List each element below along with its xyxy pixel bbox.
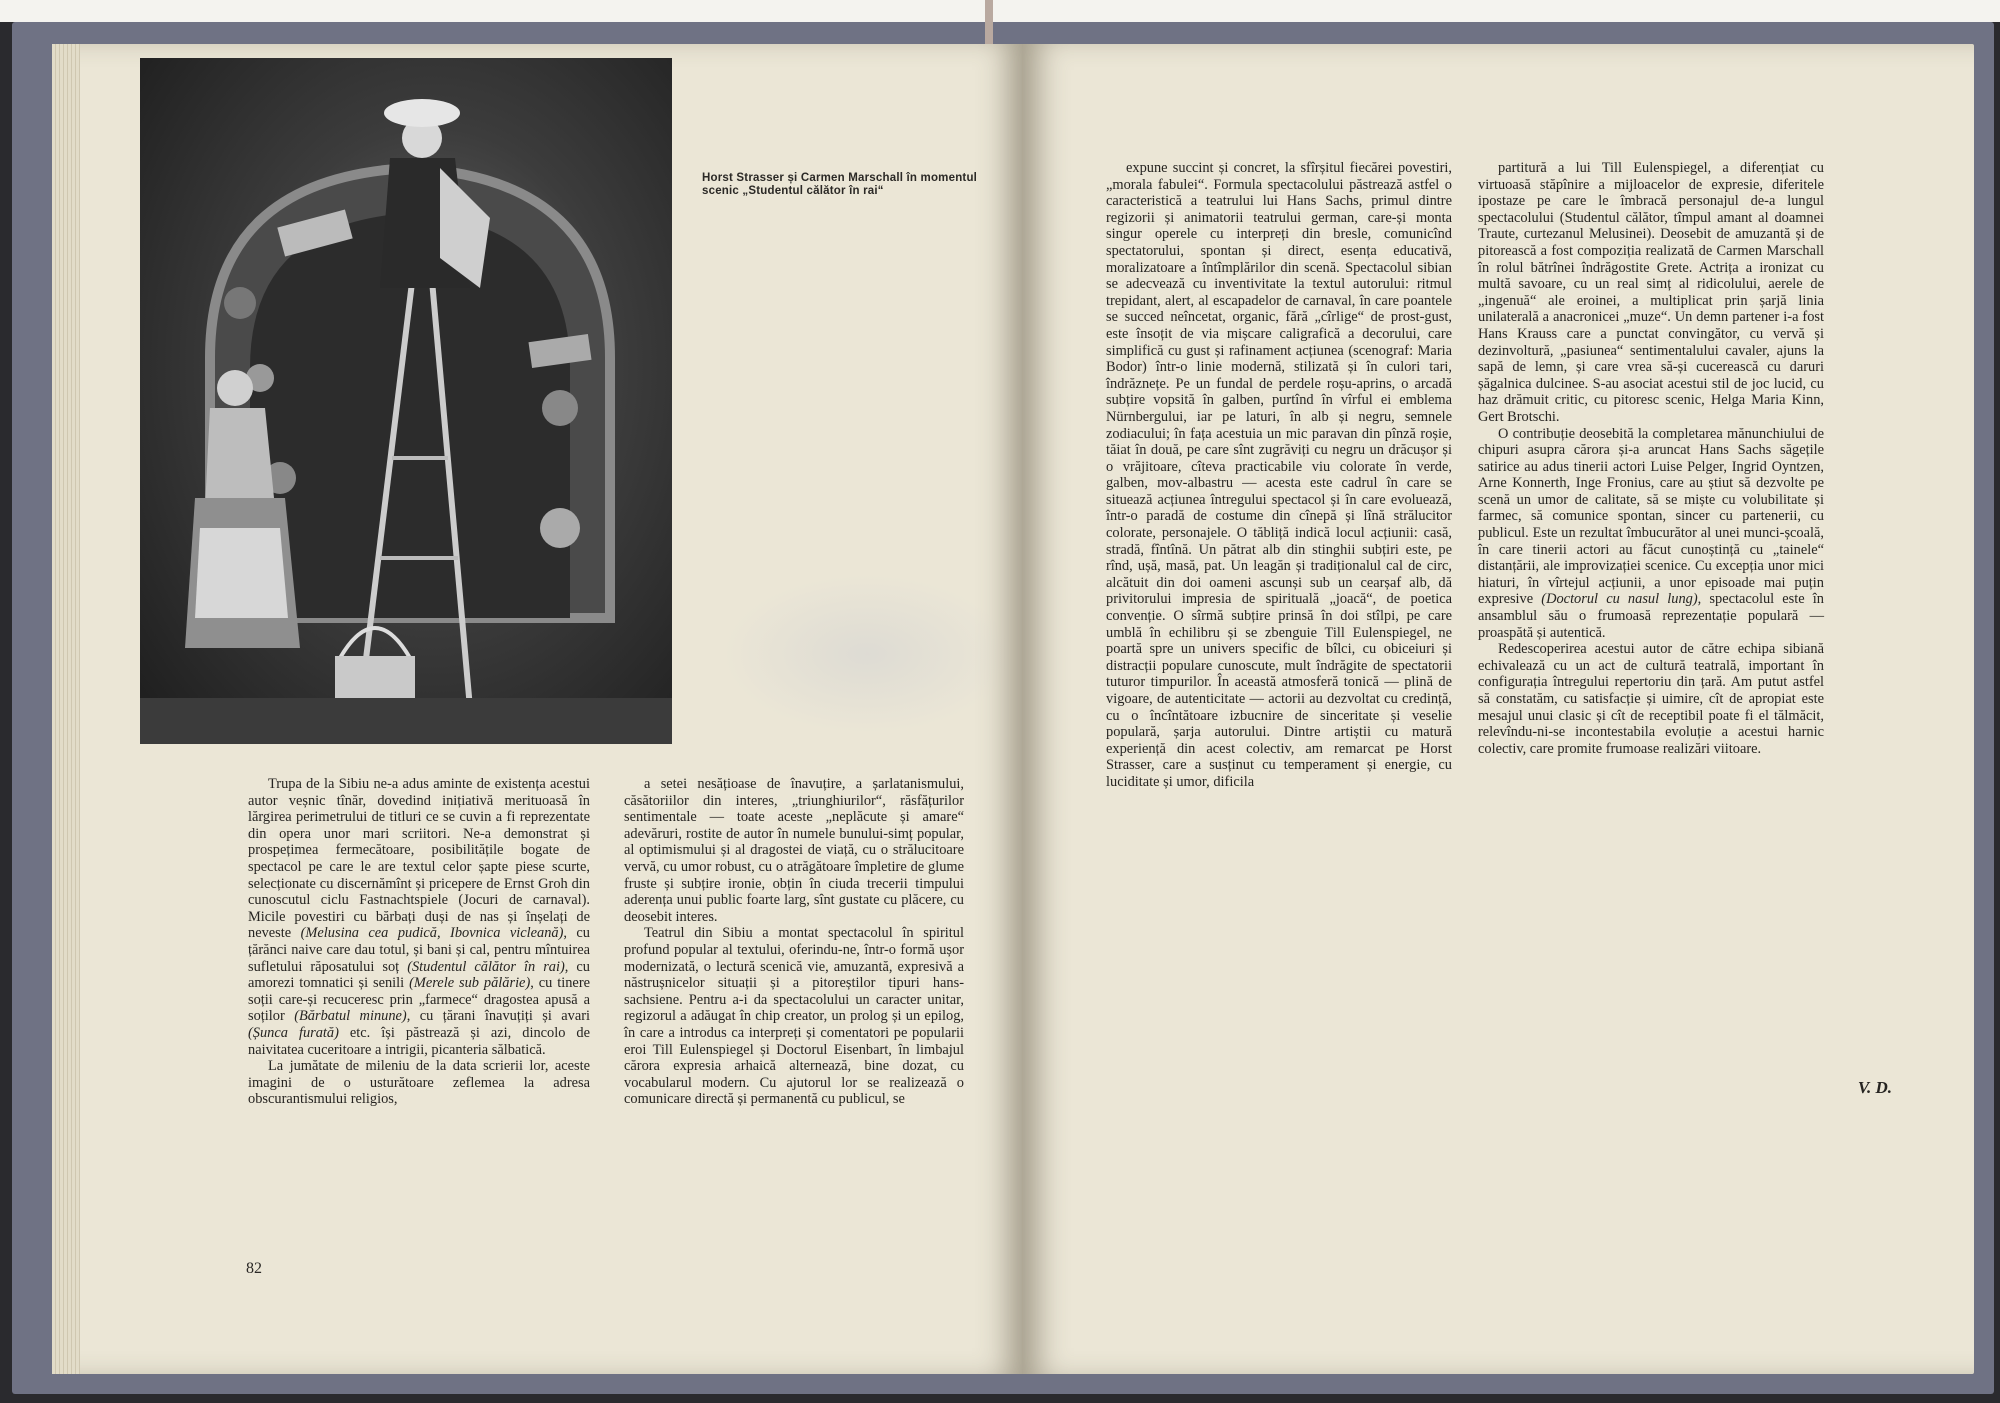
text-run: , cu țărani înavuțiți și avari	[406, 1008, 590, 1025]
text-run: expune succint și concret, la sfîrșitul fiecărei povestiri, „morala fabulei“. Formula spectacolului păstrează astfel o caracteristică a teatrului lui Hans Sachs, primul dintre regizorii și animatorii teatrului german, care-și monta singur operele cu interpreți din bresle, comunicînd spectatorului, spontan și direct, esența educativă, moralizatoare a întîmplărilor din scenă. Spectacolul sibian se adecvează cu inventivitate la textul autorului: ritmul trepidant, alert, al escapadelor de carnaval, în care poantele se succed neîncetat, organic, fără „cîrlige“ de prost-gust, este însoțit de via mișcare caligrafică a decorului, care simplifică cu gust și rafinament acțiunea (scenograf: Maria Bodor) într-o linie modernă, stilizată și în culori tari, îndrăznețe. Pe un fundal de perdele roșu-aprins, o arcadă subțire vopsită în galben, purtînd în vîrful ei emblema Nürnbergului, iar pe laturi, în alb și negru, semnele zodiacului; în fața acestuia un mic paravan din pînză roșie, tăiat în două, pe care sînt zugrăviți cu negru un drăcușor și o vrăjitoare, cîteva practicabile viu colorate în verde, galben, mov-albastru — acesta este cadrul în care se situează acțiunea întregului spectacol și în care evoluează, într-o paradă de costume din cînepă și lînă strălucitor colorate, personajele. O tăbliță indică locul acțiunii: casă, stradă, fîntînă. Un pătrat alb din stinghii subțiri este, pe rînd, ușă, masă, pat. Un leagăn și tradiționalul cal de circ, alcătuit din doi oameni ascunși sub un cearșaf alb, dă privitorului impresia de spirituală „joacă“, de poetica convenție. O sîrmă subțire prinsă în doi stîlpi, pe care umblă în echilibru și se zbenguie Till Eulenspiegel, ne poartă spre un univers specific de bîlci, cu obiceiuri și distracții populare cunoscute, mult îndrăgite de spectatorii tuturor timpurilor. În această atmosferă tonică — plină de vigoare, de autenticitate — actorii au dezvoltat cu credință, cu o încîntătoare izbucnire de sinceritate și veselie populară, șarja autorului. Dintre artiștii cu matură experiență din acest colectiv, am remarcat pe Horst Strasser, care a susținut cu temperament și energie, cu luciditate și umor, dificila	[1106, 160, 1452, 790]
actress-apron	[195, 528, 288, 618]
text-run: , cu amorezi tomnatici și senili	[248, 958, 590, 992]
actress-bodice	[205, 408, 275, 508]
left-column-2	[624, 776, 964, 1108]
italic-title: (Melusina cea pudică, Ibovnica vicleană)	[300, 925, 564, 942]
text-run: a setei nesățioase de înavuțire, a șarlatanismului, căsătoriilor din interes, „triunghiurilor“, răsfățurilor sentimentale — toate aceste „neplăcute și amare“ adevăruri, rostite de autor în numele bunului-simț popular, al optimismului și al dragostei de viață, cu o strălucitoare vervă, cu umor robust, cu o atrăgătoare împletire de glume fruste și subțire ironie, obțin în ciuda trecerii timpului aderența unui public foarte larg, sînt gustate cu plăcere, cu deosebit interes.	[624, 776, 964, 925]
stage-photo	[140, 58, 672, 744]
right-column-1	[1106, 160, 1452, 791]
page-number: 82	[246, 1260, 262, 1277]
text-run: Trupa de la Sibiu ne-a adus aminte de existența acestui autor veșnic tînăr, dovedind inițiativă merituoasă în lărgirea perimetrului de titluri ce se cuvin a fi reprezentate din opera unor mari scriitori. Ne-a demonstrat și prospețimea fermecătoare, posibilitățile bogate de spectacol pe care le are textul celor șapte piese scurte, selecționate cu discernămînt și pricepere de Ernst Groh din cunoscutul ciclu Fastnachtspiele (Jocuri de carnaval). Micile povestiri cu bărbați duși de nas și înșelați de neveste	[248, 776, 590, 942]
page-edges	[52, 44, 80, 1374]
text-run: La jumătate de mileniu de la data scrierii lor, aceste imagini de o usturătoare zeflemea la adresa obscurantismului religios,	[248, 1058, 590, 1108]
article-paragraph	[248, 776, 590, 1058]
text-run: , spectacolul este în ansamblul său o frumoasă reprezentație populară — proaspătă și autentică.	[1478, 591, 1824, 641]
text-run: , cu tinere soții care-și recuceresc prin „farmece“ dragostea apusă a soților	[248, 975, 590, 1025]
text-run: partitură a lui Till Eulenspiegel, a diferențiat cu virtuoasă stăpînire a mijloacelor de expresie, diferitele ipostaze pe care le îmbracă personajul de-a lungul spectacolului (Studentul călător, tîmpul amant al doamnei Traute, curtezanul Melusinei). Deosebit de amuzantă și de pitorească a fost compoziția realizată de Carmen Marschall în rolul bătrînei îndrăgostite Grete. Actrița a ironizat cu multă savoare, cu un real simț al ridicolului, aerele de „ingenuă“ ale eroinei, a multiplicat prin șarjă linia unilaterală a anacronicei „muze“. Un demn partener i-a fost Hans Krauss care a punctat convingător, cu vervă și dezinvoltură, „pasiunea“ sentimentalului cavaler, ajuns la sapă de lemn, și care vrea să-și cucerească cu daruri șăgalnica dulcinee. S-au asociat acestui stil de joc lucid, cu haz drămuit critic, cu pitoresc scenic, Helga Maria Kinn, Gert Brotschi.	[1478, 160, 1824, 425]
text-run: Redescoperirea acestui autor de către echipa sibiană echivalează cu un act de cultură teatrală, important în configurația întregului repertoriu din țară. Am putut astfel să constatăm, cu satisfacție și uimire, cît de apropiat este mesajul unui clasic și cît de receptibil poate fi el tălmăcit, relevîndu-ni-se incontestabila evoluție a acestui harnic colectiv, care promite frumoase realizări viitoare.	[1478, 641, 1824, 757]
article-paragraph	[624, 925, 964, 1108]
italic-title: (Șunca furată)	[248, 1024, 339, 1041]
article-paragraph	[1478, 160, 1824, 426]
stage-floor	[140, 698, 672, 744]
italic-title: (Studentul călător în rai)	[407, 958, 565, 975]
right-column-2	[1478, 160, 1824, 757]
author-signature: V. D.	[1857, 1078, 1892, 1097]
article-paragraph	[1106, 160, 1452, 791]
text-run: Teatrul din Sibiu a montat spectacolul în spiritul profund popular al textului, oferindu-ne, într-o formă ușor modernizată, o lectură scenică vie, amuzantă, expresivă a năstrușnicelor situații și a pitoreștilor tipuri hans-sachsiene. Pentru a-i da spectacolului un caracter unitar, regizorul a adăugat în chip creator, un prolog și un epilog, în care a introdus ca interpreți și comentatori pe popularii eroi Till Eulenspiegel și Doctorul Eisenbart, în limbajul cărora expresia arhaică alternează, bine dozat, cu vocabularul modern. Cu ajutorul lor se realizează o comunicare directă și permanentă cu publicul, se	[624, 925, 964, 1108]
left-page	[52, 44, 1022, 1374]
paper-stain	[722, 574, 1012, 734]
actress-head	[217, 370, 253, 406]
text-run: O contribuție deosebită la completarea mănunchiului de chipuri asupra cărora și-a aruncat Hans Sachs săgețile satirice au adus tinerii actori Luise Pelger, Ingrid Oyntzen, Arne Konnerth, Inge Fronius, care au știut să dezvolte pe scenă un umor de calitate, să se miște cu volubilitate și farmec, să comunice spontan, sincer cu partenerii, cu publicul. Este un rezultat îmbucurător al unei munci-școală, în care tinerii actori au făcut cunoștință cu „tainele“ distanțării, ale improvizației scenice. Cu excepția unor mici hiaturi, în vîrtejul acțiunii, a unor episoade mai puțin expresive	[1478, 425, 1824, 608]
article-paragraph	[1478, 426, 1824, 642]
text-run: , cu țărănci naive care dau totul, și bani și cal, pentru mîntuirea sufletului răposatului soț	[248, 925, 591, 975]
emblem-circle	[540, 508, 580, 548]
italic-title: (Bărbatul minune)	[294, 1008, 407, 1025]
article-paragraph	[248, 1058, 590, 1108]
left-column-1	[248, 776, 590, 1108]
photo-caption: Horst Strasser și Carmen Marschall în momentul scenic „Studentul călător în rai“	[702, 172, 978, 197]
article-paragraph	[1478, 641, 1824, 757]
basket-handle	[340, 628, 410, 658]
emblem-circle	[224, 287, 256, 319]
actor-hat	[384, 99, 460, 127]
stage-photo-illustration	[140, 58, 672, 744]
article-paragraph	[624, 776, 964, 925]
right-page	[1022, 44, 1974, 1374]
italic-title: (Merele sub pălărie)	[409, 975, 531, 992]
italic-title: (Doctorul cu nasul lung)	[1541, 591, 1698, 608]
text-run: etc. își păstrează și azi, dincolo de naivitatea cuceritoare a intrigii, picanteria sălbatică.	[248, 1024, 590, 1058]
emblem-circle	[542, 390, 578, 426]
basket	[335, 656, 415, 702]
background-top	[0, 0, 2000, 22]
